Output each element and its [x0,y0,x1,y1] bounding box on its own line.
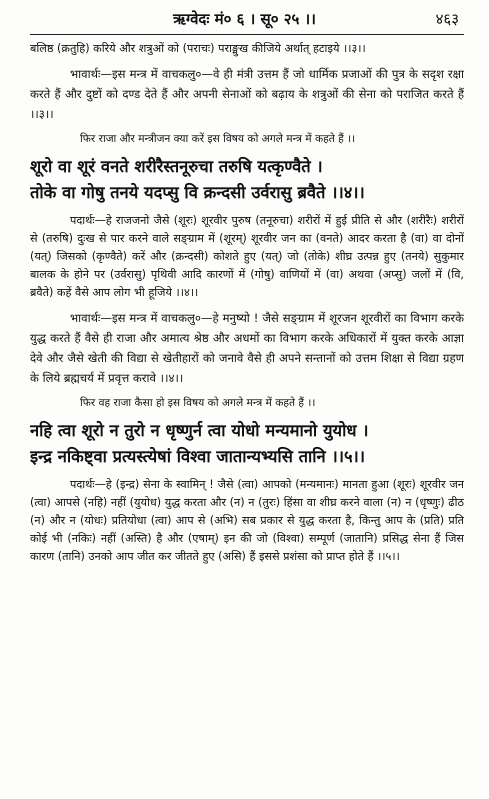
page-body [30,40,464,792]
page-header [0,6,489,32]
padartha-5: पदार्थः—हे (इन्द्र) सेना के स्वामिन् ! जैसे (त्वा) आपको (मन्यमानः) मानता हुआ (शूरः) शूरवीर जन (त्वा) आपसे (नहि) नहीं (युयोध) युद्ध करता और (न) न (तुरः) हिंसा वा शीघ्र करने वाला (न) न (धृष्णुः) ढीठ (न) और न (योधः) प्रतियोधा (त्वा) आप से (अभि) सब प्रकार से युद्ध करता है, किन्तु आप के (प्रति) प्रति कोई भी (नकिः) नहीं (अस्ति) है और (एषाम्) इन की जो (विश्वा) सम्पूर्ण (जातानि) प्रसिद्ध सेना हैं जिस कारण (तानि) उनको आप जीत कर जीतते हुए (असि) हैं इससे प्रशंसा को प्राप्त होते हैं ।।५।। [30,478,464,563]
paragraph-continuation: बलिष्ठ (क्रतुहि) करिये और शत्रुओं को (पराचः) पराङ्मुख कीजिये अर्थात् हटाइये ।।३।। [30,42,366,55]
page-number: ४६३ [435,10,459,28]
intro-mantra-5: फिर वह राजा कैसा हो इस विषय को अगले मन्त्र में कहते हैं ।। [80,397,316,409]
intro-mantra-4: फिर राजा और मन्त्रीजन क्या करें इस विषय को अगले मन्त्र में कहते हैं ।। [80,133,356,145]
mantra-4-line-2: तोके वा गोषु तनये यदप्सु वि क्रन्दसी उर्वरासु ब्रवैते ।।४।। [30,183,365,202]
header-rule [30,34,464,35]
mantra-4-line-1: शूरो वा शूरं वनते शरीरैस्तनूरुचा तरुषि यत्कृण्वैते । [30,157,323,176]
bhavartha-3: भावार्थः—इस मन्त्र में वाचकलु०—वे ही मंत्री उत्तम हैं जो धार्मिक प्रजाओं की पुत्र के सदृश रक्षा करते हैं और दुष्टों को दण्ड देते हैं और अपनी सेनाओं को बढ़ाय के शत्रुओं की सेना को पराजित करते हैं ।।३।। [30,67,464,121]
padartha-4: पदार्थः—हे राजजनो जैसे (शूरः) शूरवीर पुरुष (तनूरुचा) शरीरों में हुई प्रीति से और (शरीरैः) शरीरों से (तरुषि) दुःख से पार करने वाले सङ्ग्राम में (शूरम्) शूरवीर जन का (वनते) आदर करता है (वा) वा दोनों (यत्) जिसको (कृण्वैते) करें और (क्रन्दसी) कोशते हुए (यत्) जो (तोके) शीघ्र उत्पन्न हुए (तनये) सुकुमार बालक के होने पर (उर्वरासु) पृथिवी आदि कारणों में (गोषु) वाणियों में (वा) अथवा (अप्सु) जलों में (वि, ब्रवैते) कहें वैसे आप लोग भी हूजिये ।।४।। [30,214,464,299]
mantra-5-line-2: इन्द्र नकिष्ट्वा प्रत्यस्त्येषां विश्वा जातान्यभ्यसि तानि ।।५।। [30,447,366,466]
bhavartha-4: भावार्थः—इस मन्त्र में वाचकलु०—हे मनुष्यो ! जैसे सङ्ग्राम में शूरजन शूरवीरों का विभाग करके युद्ध करते हैं वैसे ही राजा और अमात्य श्रेष्ठ और अधमों का विभाग करके अधिकारों में युक्त करके आज्ञा देवे और जैसे खेती की विद्या से खेतीहारों को जनावे वैसे ही अपने सन्तानों को उत्तम शिक्षा से विद्या ग्रहण के लिये ब्रह्मचर्य में प्रवृत्त करावे ।।४।। [30,311,464,385]
mantra-5-line-1: नहि त्वा शूरो न तुरो न धृष्णुर्न त्वा योधो मन्यमानो युयोध । [30,421,369,440]
running-head: ऋग्वेदः मं० ६ । सू० २५ ।। [173,10,316,28]
